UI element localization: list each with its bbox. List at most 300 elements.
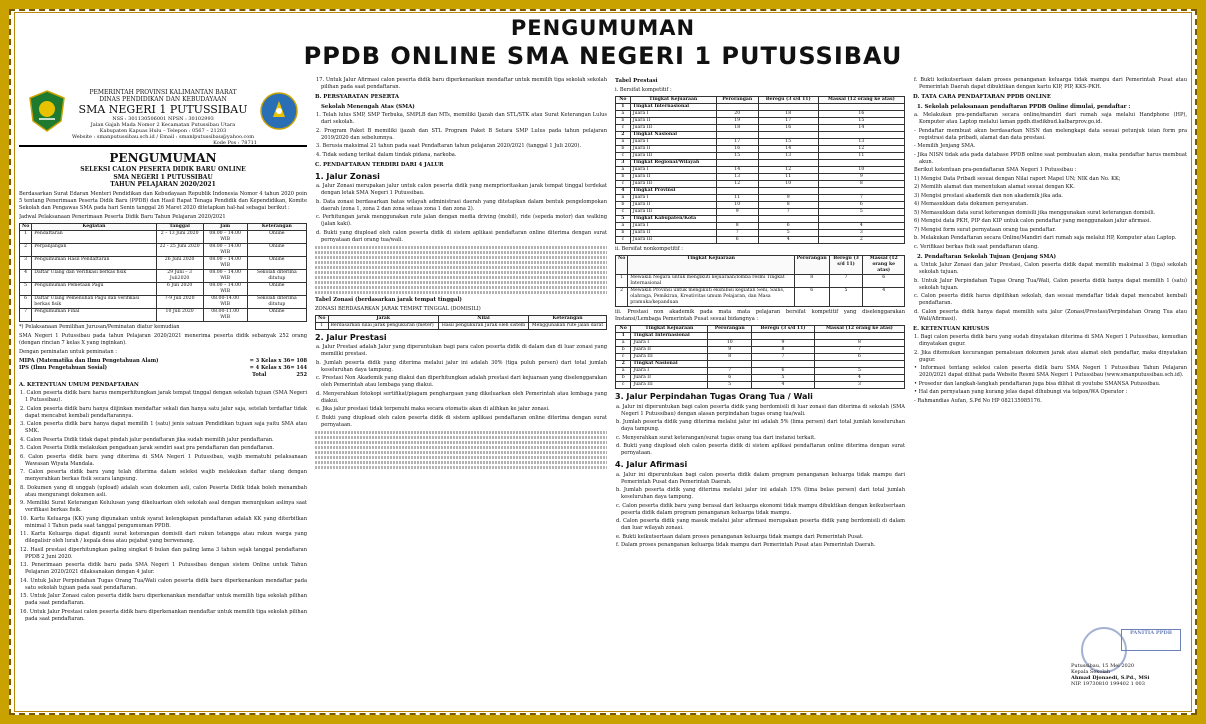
table-cell: 8 [818,181,904,188]
prestasi-table-title: Tabel Prestasi [615,78,658,84]
quota-ips-value: = 4 Kelas x 36= 144 [249,364,307,371]
list-item: c. Calon peserta didik baru yang berasal dari keluarga ekonomi tidak mampu dibuktikan dengan keikutsertaan peserta didik dalam program penanganan keluarga tidak mampu. [616,502,905,516]
list-item: d. Menyerahkan fotokopi sertifikat/piagam penghargaan yang dikeluarkan oleh Pemerintah atau lembaga yang diakui. [316,390,607,404]
table-cell: c [616,181,631,188]
table-cell [752,361,815,368]
table-cell: Juara I [631,340,708,347]
table-cell: 12 [758,167,818,174]
quota-ips-label: IPS (Ilmu Pengetahuan Sosial) [19,364,108,371]
table-cell: a [616,223,631,230]
table-cell: 7 [708,368,752,375]
table-cell: 3 [20,256,32,269]
list-item: a. Jalur ini diperuntukan bagi calon peserta didik dalam program penanganan keluarga tidak mampu dari Pemerintah Pusat dan Pemerintah Daerah. [616,471,905,485]
list-item: c. Prestasi Non Akademik yang diakui dan diperhitungkan adalah prestasi dari kejuaraan yang diselenggarakan oleh Pemerintah atau lembaga yang diakui. [316,375,607,388]
table-cell: Juara III [631,354,708,361]
table-cell [758,216,818,223]
table-header-cell: Jam [203,223,247,230]
list-item: 1) Mengisi Data Pribadi sesuai dengan Nilai raport Mapel UN; NIK dan No. KK; [914,175,1121,182]
table-cell: 6 [752,368,815,375]
list-item: - Rahmandias Aufan, S.Pd No HP 082135985176. [914,397,1042,404]
table-row [616,181,905,188]
table-cell [708,361,752,368]
table-cell: 16 [818,111,904,118]
table-header-cell: Perorangan [794,256,829,275]
list-item: f. Dalam proses penanganan keluarga tidak mampu dari Pemerintah Pusat atau Pemerintah Daerah. [616,542,876,548]
table-cell: 9 [752,340,815,347]
table-cell: 7-9 Juli 2020 [156,295,203,308]
table-row [616,333,905,340]
zonasi-title: 1. Jalur Zonasi [315,171,380,181]
list-item: 5. Calon Peserta Didik melakukan pengaduan jarak sendiri saat pra pendaftaran dan pendaftaran. [20,445,275,451]
table-cell: 1 [20,230,32,243]
table-cell: Juara I [631,368,708,375]
table-cell: Juara II [630,118,716,125]
announcement-poster [14,12,1192,712]
table-cell [716,188,758,195]
table-header-cell: No [20,223,32,230]
quota-mipa-label: MIPA (Matematika dan Ilmu Pengetahuan Alam) [19,357,159,364]
table-row [616,195,905,202]
table-cell: 7 [716,230,758,237]
list-item: 14. Untuk Jalur Perpindahan Tugas Orang Tua/Wali calon peserta didik baru diperkenankan mendaftar pada satu sekolah tujuan pada saat pendaftaran. [20,577,307,591]
table-header-cell: Perorangan [708,326,752,333]
tut-wuri-logo-icon [259,89,299,133]
table-cell [716,132,758,139]
table-cell [758,104,818,111]
table-row [20,269,307,282]
table-row [616,125,905,132]
table-cell: 4 [818,223,904,230]
table-cell: Pengumuman Final [32,308,156,321]
list-item: 11. Kartu Keluarga dapat diganti surat keterangan domisili dari rukun tetangga atau rukun warga yang dilegalisir oleh lurah / kepala desa atau pejabat yang berwenang. [20,531,307,544]
table-cell: Juara III [631,382,708,389]
table-cell: Mewakili Provinsi untuk mengikuti ekshibisi kegiatan Seni, Sains, olahraga, Pemikiran, Kreativitas umum Pelajaran, dan Masa pramuka/kepanduan [628,288,794,307]
section-e-title: E. KETENTUAN KHUSUS [913,325,990,332]
table-cell: 8 [708,354,752,361]
table-cell: Sekolah diterima ditutup [247,269,306,282]
table-row [616,288,905,307]
list-item: 2. Program Paket B memiliki ijazah dan STL Program Paket B Setara SMP Lulus pada tahun pelajaran 2019/2020 dan sebelumnya. [316,127,607,141]
table-cell: 22 - 25 Juni 2020 [156,243,203,256]
ortu-title: 3. Jalur Perpindahan Tugas Orang Tua / Wali [615,392,813,401]
afirmasi-title: 4. Jalur Afirmasi [615,460,688,469]
table-cell: Tingkat Kabupaten/Kota [630,216,716,223]
zonasi-table [315,315,607,330]
table-cell: 3 [818,230,904,237]
quota-mipa [19,358,307,365]
table-cell: 1 [616,275,628,288]
list-item: d. Bukti yang diupload oleh calon peserta didik di sistem aplikasi pendaftaran online diterima dengan surat pernyataan dari orang tua/wali. [316,229,607,243]
table-header-cell: Keterangan [529,315,607,322]
list-item: b. Untuk Jalur Perpindahan Tugas Orang Tua/Wali, Calon peserta didik hanya dapat memilih 1 (satu) sekolah tujuan. [914,277,1187,291]
section-d-list [913,112,1187,251]
table-header-cell: Jarak [328,315,438,322]
table-header-cell: Tingkat Kejuaraan [628,256,794,275]
table-cell: Tingkat Provinsi [630,188,716,195]
table-row [616,382,905,389]
prestasi-list [315,344,607,429]
table-cell: 7 [758,209,818,216]
table-row [20,282,307,295]
table-row [616,167,905,174]
list-item: 16. Untuk Jalur Prestasi calon peserta didik baru diperkenankan mendaftar untuk memilih tiga sekolah pilihan pada saat pendaftaran. [20,608,307,622]
table-header-cell: Kegiatan [32,223,156,230]
table-cell [818,188,904,195]
list-item: d. Calon peserta didik hanya dapat memilih satu jalur (Zonasi/Prestasi/Perpindahan Orang Tua atau Wali/Afirmasi). [914,308,1187,322]
akademik-table [615,325,905,389]
table-cell: 7 [829,275,863,288]
sign-nip: NIP. 19730810 199402 1 003 [1071,681,1145,687]
table-cell: 7 [752,354,815,361]
table-cell: 20 [716,111,758,118]
table-cell: Online [247,230,306,243]
table-cell: 08.00 – 14.00 WIB [203,230,247,243]
letterhead-website: Website : smanputussibau.sch.id / Email : smanlputussibau@yahoo.com [71,134,255,140]
section-b-subtitle: Sekolah Menengah Atas (SMA) [321,103,415,110]
prestasi-table [615,96,905,244]
table-header-cell: Nilai [438,315,528,322]
section-d-2: 2. Pendaftaran Sekolah Tujuan (Jenjang SMA) [917,253,1057,260]
table-cell: 5 [818,209,904,216]
table-cell: c [616,354,631,361]
list-item: c. Menyerahkan surat keterangan/surat tugas orang tua dari instansi terkait. [616,434,816,441]
table-cell: Perpanjangan [32,243,156,256]
table-cell: 12 [818,146,904,153]
table-header-cell: Keterangan [247,223,306,230]
letterhead-postcode: Kode Pos : 78711 [213,140,257,146]
table-cell: 6 [716,237,758,244]
table-cell: Pendaftaran [32,230,156,243]
table-header-cell: Tingkat Kejuaraan [631,326,708,333]
table-row [616,153,905,160]
table-cell: 10 [708,340,752,347]
list-item: b. Jumlah peserta didik yang diterima melalui jalur ini adalah 15% (lima belas persen) dari total jumlah keseluruhan daya tampung. [616,487,905,500]
letterhead-nss: NSS : 301130506001 NPSN : 30102993 [112,116,214,122]
table-cell: 4 [758,237,818,244]
table-cell [818,104,904,111]
table-cell: 6 Juli 2020 [156,282,203,295]
table-cell: 5 [829,288,863,307]
table-cell: c [616,125,631,132]
table-cell: Daftar Ulang dan Verifikasi berkas fisik [32,269,156,282]
table-row [616,202,905,209]
table-cell: Juara I [630,139,716,146]
table-row [616,139,905,146]
table-cell: 4 [616,188,631,195]
list-item: f. Bukti yang diupload oleh calon peserta didik di sistem aplikasi pendaftaran online diterima dengan surat pernyataan. [316,414,607,428]
table-cell: 08.00 – 14.00 WIB [203,243,247,256]
list-item: 2. Jika ditemukan kecurangan pemalsuan dokumen jarak atau alamat oleh pendaftar, maka dinyatakan gugur. [914,349,1187,363]
table-cell: 6 [863,275,905,288]
banner [15,15,1191,71]
table-row [616,354,905,361]
intro-paragraph: Berdasarkan Surat Edaran Menteri Pendidikan dan Kebudayaan Republik Indonesia Nomor 4 tahun 2020 poin 5 tentang Penerimaan Peserta Didik Baru (PPDB) dan Hasil Rapat Tenaga Pendidik dan Kependidikan, Komite Sekolah dan Pengawas SMA pada hari Senin tanggal 26 Maret 2020 ditetapkan hal-hal sebagai berikut : [19,190,307,211]
list-item: 12. Hasil prestasi diperhitungkan paling singkat 6 bulan dan paling lama 3 tahun sejak tanggal pendaftaran PPDB 2 Juni 2020. [20,546,307,560]
table-cell: 9 [716,209,758,216]
list-item: a. Jalur Zonasi merupakan jalur untuk calon peserta didik yang memprioritaskan jarak tempat tinggal terdekat dengan letak SMA Negeri 1 Putussibau. [316,183,607,196]
table-cell: 13 [758,153,818,160]
list-item: 6. Calon peserta didik baru yang diterima di SMA Negeri 1 Putussibau, wajib mematuhi pelaksanaan Wawasan Wiyata Mandala. [20,453,307,467]
table-cell: 13 [818,139,904,146]
table-cell: 7 [814,347,904,354]
table-cell: 1 [616,104,631,111]
list-item: • Hal dan pernyataan yang kurang jelas dapat dihubungi via telpon/WA Operator : [914,389,1128,395]
table-cell: 18 [758,111,818,118]
table-cell: Juara III [630,181,716,188]
table-cell: Juara II [630,146,716,153]
list-item: d. Calon peserta didik yang masuk melalui jalur afirmasi merupakan peserta didik yang berdomisili di dalam dan luar wilayah zonasi. [616,518,905,531]
table-cell: 08.00 – 14.00 WIB [203,282,247,295]
table-cell: Juara II [631,375,708,382]
table-cell: b [616,347,631,354]
table-cell: 10 [758,181,818,188]
table-cell: a [616,195,631,202]
list-item: 7) Mengisi form surat pernyataan orang tua pendaftar. [914,226,1056,233]
list-item: Berikut ketentuan pra-pendaftaran SMA Negeri 1 Putussibau : [914,167,1077,173]
table-cell: Juara I [630,167,716,174]
table-cell: 7 [818,195,904,202]
zonasi-details [315,246,607,294]
zonasi-table-subtitle: ZONASI BERDASARKAN JARAK TEMPAT TINGGAL (DOMISILI) [315,305,481,312]
letterhead-district: Kabupaten Kapuas Hulu – Telepon : 0567 – 21203 [99,128,227,134]
list-item: e. Bukti keikutsertaan dalam proses penanganan keluarga tidak mampu dari Pemerintah Pusat. [616,533,864,540]
document-subtitle-2: SMA NEGERI 1 PUTUSSIBAU [113,173,213,181]
table-cell: 2 [616,288,628,307]
list-item: a. Jalur ini diperuntukan bagi calon peserta didik yang berdomisili di luar zonasi dan diterima di sekolah (SMA Negeri 1 Putussibau) dengan alasan perpindahan tugas orang tua/wali. [616,403,905,417]
schedule-table [19,223,307,322]
table-row [616,146,905,153]
list-item: 7. Calon peserta didik baru yang telah diterima dalam seleksi wajib melakukan daftar ulang dengan menyerahkan berkas fisik secara langsung. [20,469,307,482]
list-item: a. Jalur Prestasi adalah Jalur yang diperuntukan bagi para calon peserta didik di dalam dan di luar zonasi yang memiliki prestasi. [316,344,607,357]
signature-block [1071,627,1181,687]
table-cell: a [616,111,631,118]
table-cell: Juara II [630,174,716,181]
table-cell: 5 [616,216,631,223]
table-cell [708,333,752,340]
table-cell: Juara III [630,125,716,132]
table-cell: 16 [716,146,758,153]
list-item: - Jika NISN tidak ada pada database PPDB online saat pembuatan akun, maka pendaftar harus membuat akun. [914,151,1187,165]
table-cell: 1 [316,322,329,329]
list-item: b. Data zonasi berdasarkan batas wilayah administrasi daerah yang ditetapkan dalam bentuk pengelompokan daerah (zona 1, zona 2 dan zona seluas zona 1 dan zona 2). [316,198,607,212]
table-cell: b [616,202,631,209]
list-item: 5) Memasukkan data surat keterangan domisili jika menggunakan surat keterangan domisili. [914,209,1156,216]
table-cell: 10 [716,202,758,209]
quota-total-label: Total [252,371,267,378]
list-item: 4. Calon Peserta Didik tidak dapat pindah jalur pendaftaran jika sudah memilih jalur pendaftaran. [20,436,274,443]
table-cell: b [616,375,631,382]
list-item: 3. Berusia maksimal 21 tahun pada saat Pendaftaran tahun pelajaran 2020/2021 (tanggal 1 Juli 2020). [316,143,582,149]
table-cell: 2 [20,243,32,256]
quota-mipa-value: = 3 Kelas x 36= 108 [249,357,307,364]
prestasi-title: 2. Jalur Prestasi [315,332,387,342]
table-cell: 08.00 – 14.00 WIB [203,256,247,269]
table-cell: 18 [716,125,758,132]
table-cell: 08.00-14.00 WIB [203,295,247,308]
table-cell: a [616,139,631,146]
ortu-list [615,404,905,458]
place-date: Putussibau, 15 Mei 2020 [1071,663,1135,669]
table-cell: Pengumuman Pemetaan Pagu [32,282,156,295]
table-cell: 5 [758,230,818,237]
table-cell: 8 [716,223,758,230]
table-cell: c [616,153,631,160]
quota-total-value: 252 [296,371,307,378]
list-item: b. Jumlah peserta didik yang diterima melalui jalur ini adalah 5% (lima persen) dari total jumlah keseluruhan daya tampung. [616,419,905,432]
table-cell: Menggunakan rute jalan darat [529,322,607,329]
table-header-cell: Massal (12 orang ke atas) [818,97,904,104]
table-row [316,322,607,329]
table-cell: Juara I [630,223,716,230]
section-b-title: B. PERSYARATAN PESERTA [315,93,400,100]
table-row [616,216,905,223]
section-d2-list [913,262,1187,323]
table-cell: 16 [758,125,818,132]
section-b-list [315,112,607,159]
table-cell: 5 [752,375,815,382]
table-cell: Juara II [630,230,716,237]
column-3 [615,75,905,711]
list-item: a. Untuk Jalur Zonasi dan jalur Prestasi, Calon peserta didik dapat memilih maksimal 3 (tiga) sekolah sekolah tujuan. [914,262,1187,275]
table-cell [814,361,904,368]
table-header-cell: Tanggal [156,223,203,230]
table-cell: Tingkat Regional/Wilayah [630,160,716,167]
table-cell [758,160,818,167]
table-cell: 11 [758,174,818,181]
table-row [20,308,307,321]
sign-name: Ahmad Djonaedi, S.Pd., MSi [1071,675,1150,681]
table-row [20,256,307,269]
list-item: 3) Mengisi prestasi akademik dan non akademik jika ada. [914,192,1063,199]
table-header-cell: Tingkat Kejuaraan [630,97,716,104]
table-header-cell: No [616,256,628,275]
list-item: • Informasi tentang seleksi calon peserta didik baru SMA Negeri 1 Putussibau Tahun Pelajaran 2020/2021 dapat dilihat pada Website Resmi SMA Negeri 1 Putussibau (www.smanputussibau.sch.id). [914,365,1187,378]
table-cell: Pengumuman Hasil Pendaftaran [32,256,156,269]
table-cell: 13 [716,174,758,181]
table-cell: 10 Juli 2020 [156,308,203,321]
table-cell: Online [247,243,306,256]
table-cell [818,132,904,139]
table-cell: 8 [794,275,829,288]
table-cell: 6 [814,354,904,361]
table-cell: 26 Juni 2020 [156,256,203,269]
table-cell: a [616,340,631,347]
table-cell [752,333,815,340]
table-cell: 3 [814,382,904,389]
table-cell: Tingkat Nasional [631,361,708,368]
afirmasi-list [615,472,905,550]
section-e-list [913,334,1187,405]
table-row [20,230,307,243]
table-cell: b [616,174,631,181]
list-item: • Prosedur dan langkah-langkah pendaftaran juga bisa dilihat di youtube SMANSA Putussibau. [914,380,1161,387]
table-header-cell: Beregu (3 s/d 11) [752,326,815,333]
list-item: 9. Memiliki Surat Keterangan Kelulusan yang dikeluarkan oleh sekolah asal dengan menunjukan aslinya saat verifikasi berkas fisik. [20,500,307,513]
table-cell: 1 [616,333,631,340]
table-cell: Juara III [630,153,716,160]
section-d-1: 1. Sekolah pelaksanaan pendaftaran PPDB Online dimulai, pendaftar : [917,103,1131,110]
table-cell: a [616,368,631,375]
table-row [616,230,905,237]
table-cell: 9 [818,174,904,181]
committee-stamp [1121,629,1181,651]
afirmasi-item-f: f. Bukti keikutsertaan dalam proses penanganan keluarga tidak mampu dari Pemerintah Pusat atau Pemerintah Daerah dapat dibuktikan dengan kartu KIP, PIP, KKS-PKH. [914,76,1187,90]
table-row [616,118,905,125]
table-cell: c [616,209,631,216]
table-cell [758,188,818,195]
table-cell: 4 [20,269,32,282]
table-header-cell: Perorangan [716,97,758,104]
table-cell: Juara III [630,237,716,244]
stamp-text: PANITIA PPDB [1130,630,1172,636]
list-item: 1. Calon peserta didik baru harus memperhitungkan jarak tempat tinggal dengan sekolah tujuan (SMA Negeri 1 Putussibau). [20,390,307,403]
column-2 [315,75,607,711]
table-cell: 8 [752,347,815,354]
table-cell: Tingkat Internasional [630,104,716,111]
list-item: 6) Mengisi data PKH, PIP dan KIP untuk calon pendaftar yang menggunakan jalur afirmasi. [914,218,1152,224]
province-logo-icon [27,89,67,133]
table-cell: 17 [758,118,818,125]
table-row [616,223,905,230]
signature-text [1071,663,1149,687]
list-item: 15. Untuk Jalur Zonasi calon peserta didik baru diperkenankan mendaftar untuk memilih tiga sekolah pilihan pada saat pendaftaran. [20,593,307,606]
table-cell: 14 [818,125,904,132]
list-item: b. Melakukan Pendaftaran secara Online/Mandiri dari rumah saja melalui HP, Komputer atau Laptop. [914,235,1177,241]
table-cell: 5 [20,282,32,295]
table-cell [758,132,818,139]
table-cell: 14 [716,167,758,174]
list-item: 8. Dokumen yang di unggah (upload) adalah scan dokumen asli, calon Peserta Didik tidak boleh menambah atau mengurangi dokumen asli. [20,484,307,498]
letterhead-line1: PEMERINTAH PROVINSI KALIMANTAN BARAT [89,89,237,96]
school-name: SMA NEGERI 1 PUTUSSIBAU [78,103,248,116]
table-cell: c [616,382,631,389]
table-cell: 11 [818,153,904,160]
table-cell [716,104,758,111]
table-cell: Daftar Ulang Pemenuhan Pagu dan verifikasi berkas fisik [32,295,156,308]
zonasi-list [315,183,607,244]
table-cell: b [616,118,631,125]
banner-line2: PPDB ONLINE SMA NEGERI 1 PUTUSSIBAU [303,42,903,70]
table-header-cell: No [616,97,631,104]
table-cell: 9 [708,347,752,354]
table-cell: b [616,146,631,153]
list-item: 2) Memilih alamat dan menentukan alamat sesuai dengan KK. [914,184,1075,190]
table-cell: Juara I [630,195,716,202]
table-row [616,361,905,368]
table-row [616,237,905,244]
list-item: c. Verifikasi berkas fisik saat pendaftaran ulang. [914,243,1039,250]
sign-role: Kepala Sekolah [1071,669,1111,675]
table-row [616,368,905,375]
table-cell: 08.00-11.00 WIB [203,308,247,321]
document-title: PENGUMUMAN [109,151,217,165]
table-row [616,132,905,139]
table-cell: 6 [20,295,32,308]
table-cell: 15 [716,153,758,160]
list-item: 3. Calon peserta didik baru hanya dapat memilih 1 (satu) jenis satuan Pendidikan tujuan saja yaitu SMA atau SMK. [20,421,307,434]
document-subtitle-1: SELEKSI CALON PESERTA DIDIK BARU ONLINE [80,166,246,173]
list-item: 13. Penerimaan peserta didik baru pada SMA Negeri 1 Putussibau dengan sistem Online untuk Tahun Pelajaran 2020/2021 dilaksanakan dengan 4 jalur. [20,562,307,575]
table-cell: Mewakili Negara untuk mengikuti kejuaraan/lomba resmi Tingkat Internasional [628,275,794,288]
banner-line1: PENGUMUMAN [510,16,696,40]
table-cell: 3 [616,160,631,167]
column-1 [19,75,307,711]
table-cell: 12 [716,181,758,188]
table-cell: 2 [616,361,631,368]
table-cell: 9 [758,195,818,202]
table-row [616,209,905,216]
table-cell [818,160,904,167]
